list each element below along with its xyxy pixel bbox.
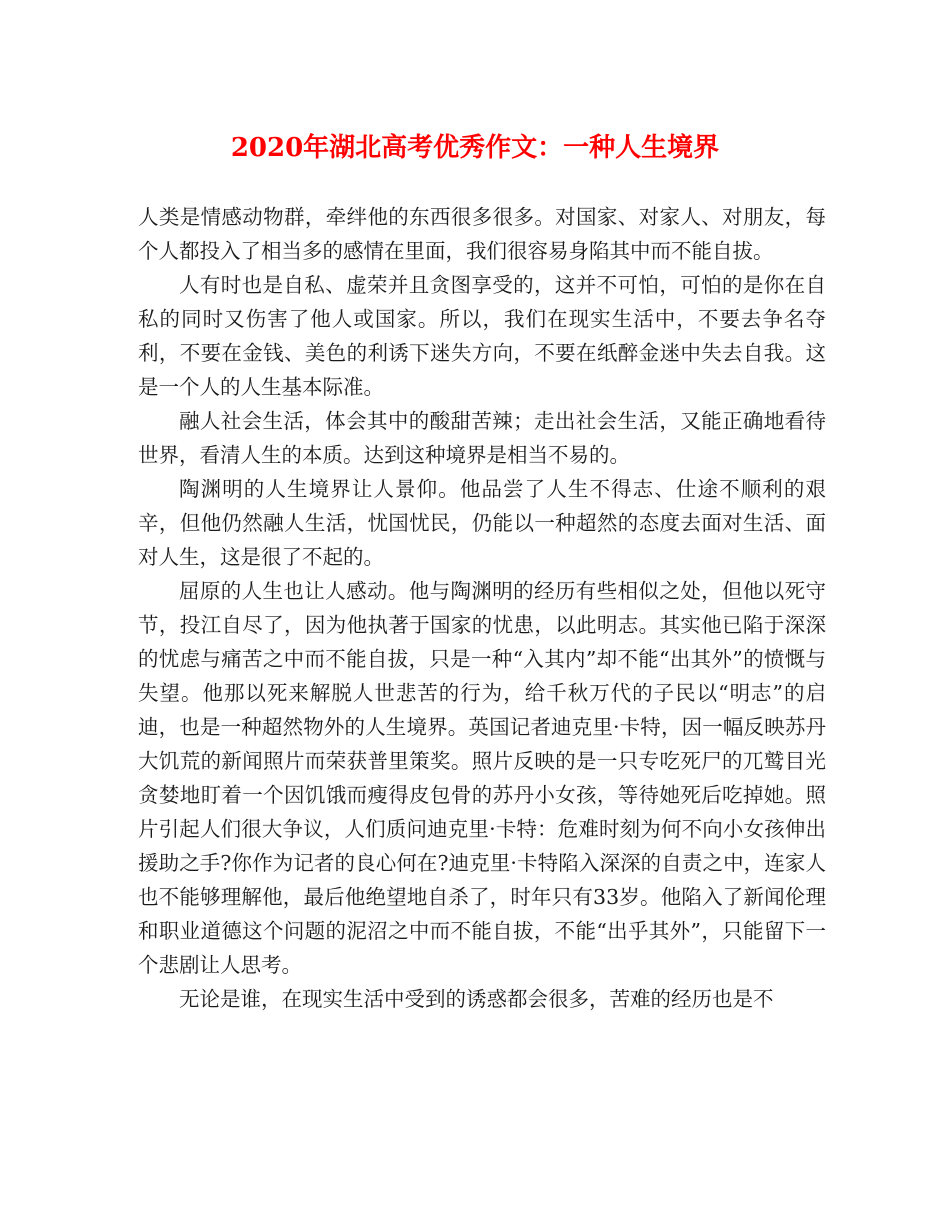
document-body — [138, 200, 826, 1016]
paragraph-2: 人有时也是自私、虚荣并且贪图享受的，这并不可怕，可怕的是你在自私的同时又伤害了他人或国家。所以，我们在现实生活中，不要去争名夺利，不要在金钱、美色的利诱下迷失方向，不要在纸醉金迷中失去自我。这是一个人的人生基本际准。 — [138, 273, 826, 399]
paragraph-4: 陶渊明的人生境界让人景仰。他品尝了人生不得志、仕途不顺利的艰辛，但他仍然融人生活，忧国忧民，仍能以一种超然的态度去面对生活、面对人生，这是很了不起的。 — [138, 477, 826, 569]
paragraph-1: 人类是情感动物群，牵绊他的东西很多很多。对国家、对家人、对朋友，每个人都投入了相当多的感情在里面，我们很容易身陷其中而不能自拔。 — [138, 205, 826, 263]
paragraph-3: 融人社会生活，体会其中的酸甜苦辣；走出社会生活，又能正确地看待世界，看清人生的本质。达到这种境界是相当不易的。 — [138, 409, 826, 467]
document-title: 2020年湖北高考优秀作文：一种人生境界 — [230, 133, 720, 163]
paragraph-5: 屈原的人生也让人感动。他与陶渊明的经历有些相似之处，但他以死守节，投江自尽了，因为他执著于国家的忧患，以此明志。其实他已陷于深深的忧虑与痛苦之中而不能自拔，只是一种“入其内”却不能“出其外”的愤慨与失望。他那以死来解脱人世悲苦的行为，给千秋万代的子民以“明志”的启迪，也是一种超然物外的人生境界。英国记者迪克里·卡特，因一幅反映苏丹大饥荒的新闻照片而荣获普里策奖。照片反映的是一只专吃死尸的兀鹫目光贪婪地盯着一个因饥饿而瘦得皮包骨的苏丹小女孩，等待她死后吃掉她。照片引起人们很大争议，人们质问迪克里·卡特：危难时刻为何不向小女孩伸出援助之手?你作为记者的良心何在?迪克里·卡特陷入深深的自责之中，连家人也不能够理解他，最后他绝望地自杀了，时年只有33岁。他陷入了新闻伦理和职业道德这个问题的泥沼之中而不能自拔，不能“出乎其外”，只能留下一个悲剧让人思考。 — [138, 579, 826, 977]
paragraph-6: 无论是谁，在现实生活中受到的诱惑都会很多，苦难的经历也是不 — [179, 987, 774, 1011]
